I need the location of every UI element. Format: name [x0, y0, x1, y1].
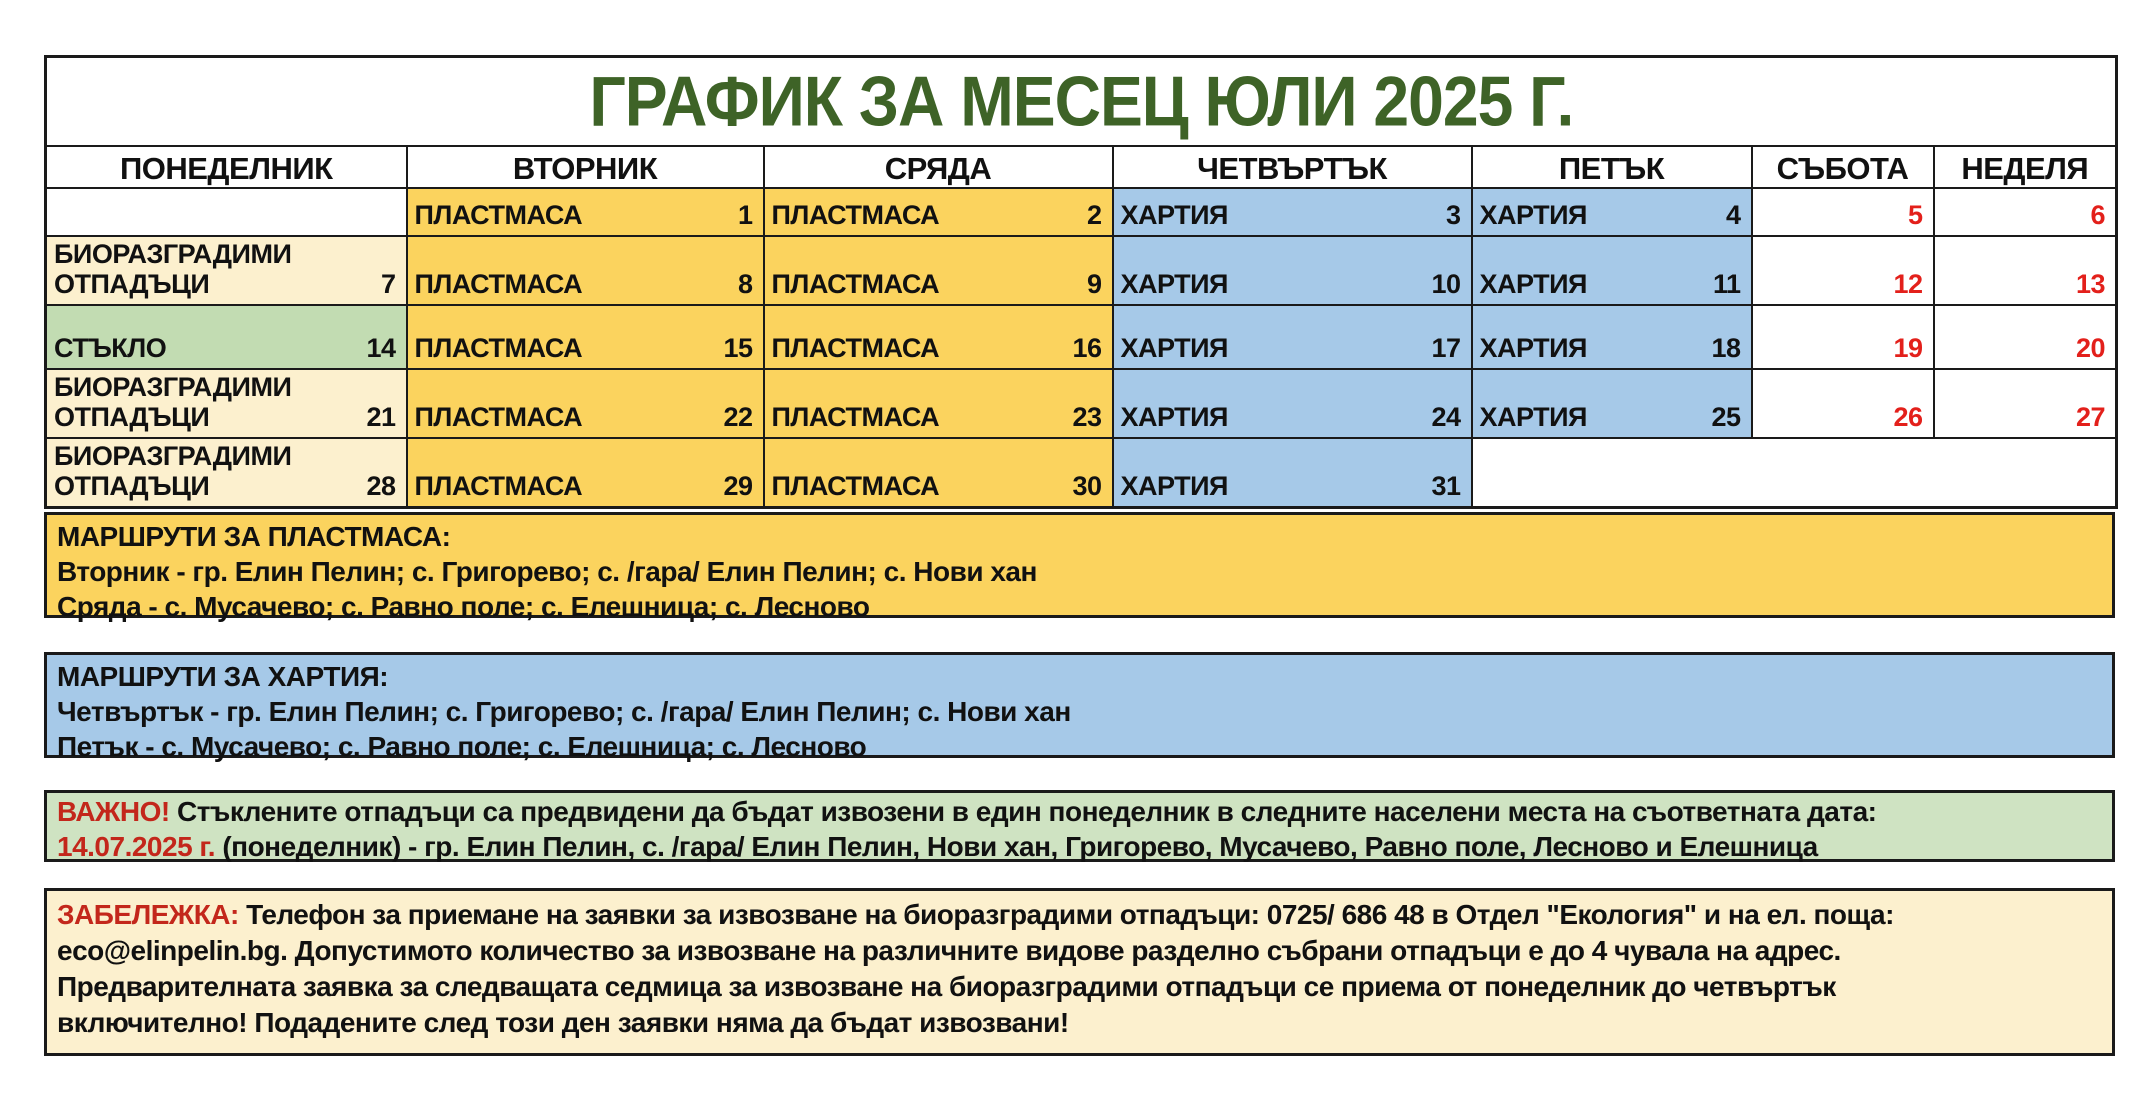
day-number: 26 — [1893, 402, 1923, 432]
day-number: 21 — [366, 402, 396, 432]
day-number: 11 — [1712, 269, 1741, 299]
day-number: 10 — [1431, 269, 1461, 299]
calendar-cell-paper — [1113, 438, 1472, 508]
calendar-cell-weekend — [1934, 369, 2117, 438]
calendar-cell-plastic — [407, 369, 764, 438]
weekday-header: СРЯДА — [764, 146, 1113, 188]
note-box — [44, 888, 2115, 1056]
calendar-cell-paper — [1472, 369, 1752, 438]
day-number: 25 — [1711, 402, 1741, 432]
day-number: 9 — [1086, 269, 1102, 299]
title-row — [46, 57, 2117, 147]
waste-type-label: СТЪКЛО — [54, 333, 167, 363]
waste-type-label: ХАРТИЯ — [1120, 471, 1228, 501]
calendar-cell-paper — [1472, 236, 1752, 305]
paper-routes-title: МАРШРУТИ ЗА ХАРТИЯ: — [57, 661, 389, 692]
calendar-cell-paper — [1472, 188, 1752, 236]
calendar-cell-plastic — [764, 236, 1113, 305]
calendar-cell-bio — [46, 438, 407, 508]
calendar-cell-bio — [46, 369, 407, 438]
calendar-cell-bio — [46, 236, 407, 305]
calendar-cell-plastic — [764, 305, 1113, 369]
calendar-body — [46, 188, 2117, 508]
waste-type-label: ПЛАСТМАСА — [771, 269, 940, 299]
important-label: ВАЖНО! — [57, 796, 170, 827]
waste-type-label: БИОРАЗГРАДИМИ ОТПАДЪЦИ — [54, 239, 292, 299]
table-row — [46, 369, 2117, 438]
day-number: 24 — [1431, 402, 1461, 432]
calendar-cell-plastic — [764, 188, 1113, 236]
day-number: 29 — [723, 471, 753, 501]
calendar-cell-weekend — [1752, 305, 1934, 369]
calendar-cell-paper — [1113, 236, 1472, 305]
day-number: 18 — [1711, 333, 1741, 363]
day-number: 19 — [1893, 333, 1923, 363]
weekday-header-row — [46, 146, 2117, 188]
day-number: 15 — [723, 333, 753, 363]
waste-type-label: ХАРТИЯ — [1120, 269, 1228, 299]
waste-type-label: БИОРАЗГРАДИМИ ОТПАДЪЦИ — [54, 441, 292, 501]
waste-type-label: ПЛАСТМАСА — [414, 200, 583, 230]
waste-type-label: БИОРАЗГРАДИМИ ОТПАДЪЦИ — [54, 372, 292, 432]
waste-type-label: ПЛАСТМАСА — [771, 471, 940, 501]
note-text-1: Телефон за приемане на заявки за извозване на биоразградими отпадъци: 0725/ 686 48 в Отдел "Екология" и на ел. поща: — [246, 899, 1894, 930]
waste-type-label: ПЛАСТМАСА — [414, 402, 583, 432]
calendar-cell-weekend — [1934, 305, 2117, 369]
calendar-cell-weekend — [1934, 236, 2117, 305]
calendar-cell-paper — [1472, 305, 1752, 369]
important-date: 14.07.2025 г. — [57, 831, 216, 862]
weekday-header: ЧЕТВЪРТЪК — [1113, 146, 1472, 188]
calendar-cell-empty — [1472, 438, 2117, 508]
waste-type-label: ПЛАСТМАСА — [414, 333, 583, 363]
calendar-cell-plastic — [407, 438, 764, 508]
waste-type-label: ХАРТИЯ — [1479, 402, 1587, 432]
important-text-2: (понеделник) - гр. Елин Пелин, с. /гара/ Елин Пелин, Нови хан, Григорево, Мусачево, Равно поле, Лесново и Елешница — [215, 831, 1818, 862]
day-number: 28 — [366, 471, 396, 501]
weekday-header: НЕДЕЛЯ — [1934, 146, 2117, 188]
weekday-header: СЪБОТА — [1752, 146, 1934, 188]
weekday-header: ВТОРНИК — [407, 146, 764, 188]
day-number: 8 — [737, 269, 753, 299]
note-line-4: включително! Подадените след този ден заявки няма да бъдат извозвани! — [57, 1007, 1069, 1038]
table-row — [46, 188, 2117, 236]
waste-type-label: ХАРТИЯ — [1479, 200, 1587, 230]
day-number: 7 — [380, 269, 396, 299]
calendar-cell-glass — [46, 305, 407, 369]
day-number: 14 — [366, 333, 396, 363]
note-label: ЗАБЕЛЕЖКА: — [57, 899, 247, 930]
day-number: 1 — [737, 200, 753, 230]
waste-type-label: ПЛАСТМАСА — [414, 471, 583, 501]
calendar-cell-plastic — [407, 188, 764, 236]
waste-type-label: ХАРТИЯ — [1120, 402, 1228, 432]
important-line-1 — [57, 794, 2100, 829]
plastic-routes-wednesday: Сряда - с. Мусачево; с. Равно поле; с. Елешница; с. Лесново — [57, 591, 870, 622]
calendar-cell-paper — [1113, 369, 1472, 438]
day-number: 6 — [2090, 200, 2106, 230]
calendar-cell-weekend — [1752, 236, 1934, 305]
table-row — [46, 438, 2117, 508]
calendar-cell-empty — [46, 188, 407, 236]
paper-routes-thursday: Четвъртък - гр. Елин Пелин; с. Григорево; с. /гара/ Елин Пелин; с. Нови хан — [57, 696, 1071, 727]
waste-type-label: ПЛАСТМАСА — [414, 269, 583, 299]
day-number: 23 — [1072, 402, 1102, 432]
calendar-cell-paper — [1113, 305, 1472, 369]
waste-type-label: ХАРТИЯ — [1479, 333, 1587, 363]
title-cell — [46, 57, 2117, 147]
day-number: 22 — [723, 402, 753, 432]
plastic-routes-box — [44, 512, 2115, 622]
note-line-2: eco@elinpelin.bg. Допустимото количество за извозване на различните видове разделно събрани отпадъци е до 4 чувала на адрес. — [57, 935, 1841, 966]
weekday-header: ПЕТЪК — [1472, 146, 1752, 188]
note-line-1 — [57, 897, 2100, 933]
waste-type-label: ХАРТИЯ — [1120, 200, 1228, 230]
day-number: 13 — [2076, 269, 2106, 299]
waste-type-label: ХАРТИЯ — [1120, 333, 1228, 363]
important-text-1: Стъклените отпадъци са предвидени да бъдат извозени в един понеделник в следните населени места на съответната дата: — [169, 796, 1877, 827]
day-number: 12 — [1893, 269, 1923, 299]
day-number: 31 — [1431, 471, 1461, 501]
calendar-cell-weekend — [1934, 188, 2117, 236]
day-number: 2 — [1086, 200, 1102, 230]
day-number: 16 — [1072, 333, 1102, 363]
paper-routes-friday: Петък - с. Мусачево; с. Равно поле; с. Елешница; с. Лесново — [57, 731, 867, 762]
calendar-cell-weekend — [1752, 369, 1934, 438]
calendar-cell-paper — [1113, 188, 1472, 236]
table-row — [46, 236, 2117, 305]
day-number: 30 — [1072, 471, 1102, 501]
calendar-cell-plastic — [764, 369, 1113, 438]
paper-routes-box — [44, 652, 2115, 762]
important-glass-box — [44, 790, 2115, 862]
table-row — [46, 305, 2117, 369]
waste-type-label: ПЛАСТМАСА — [771, 402, 940, 432]
day-number: 17 — [1431, 333, 1461, 363]
day-number: 20 — [2076, 333, 2106, 363]
note-line-3: Предварителната заявка за следващата седмица за извозване на биоразградими отпадъци се приема от понеделник до четвъртък — [57, 971, 1836, 1002]
calendar-cell-weekend — [1752, 188, 1934, 236]
calendar-cell-plastic — [407, 305, 764, 369]
calendar-cell-plastic — [407, 236, 764, 305]
day-number: 4 — [1725, 200, 1741, 230]
weekday-header: ПОНЕДЕЛНИК — [46, 146, 407, 188]
calendar-cell-plastic — [764, 438, 1113, 508]
day-number: 27 — [2076, 402, 2106, 432]
plastic-routes-tuesday: Вторник - гр. Елин Пелин; с. Григорево; с. /гара/ Елин Пелин; с. Нови хан — [57, 556, 1037, 587]
day-number: 5 — [1907, 200, 1923, 230]
page-title: ГРАФИК ЗА МЕСЕЦ ЮЛИ 2025 Г. — [589, 62, 1574, 141]
important-line-2 — [57, 829, 2100, 864]
waste-type-label: ХАРТИЯ — [1479, 269, 1587, 299]
waste-type-label: ПЛАСТМАСА — [771, 200, 940, 230]
day-number: 3 — [1445, 200, 1461, 230]
plastic-routes-title: МАРШРУТИ ЗА ПЛАСТМАСА: — [57, 521, 451, 552]
waste-type-label: ПЛАСТМАСА — [771, 333, 940, 363]
schedule-table — [44, 55, 2118, 509]
